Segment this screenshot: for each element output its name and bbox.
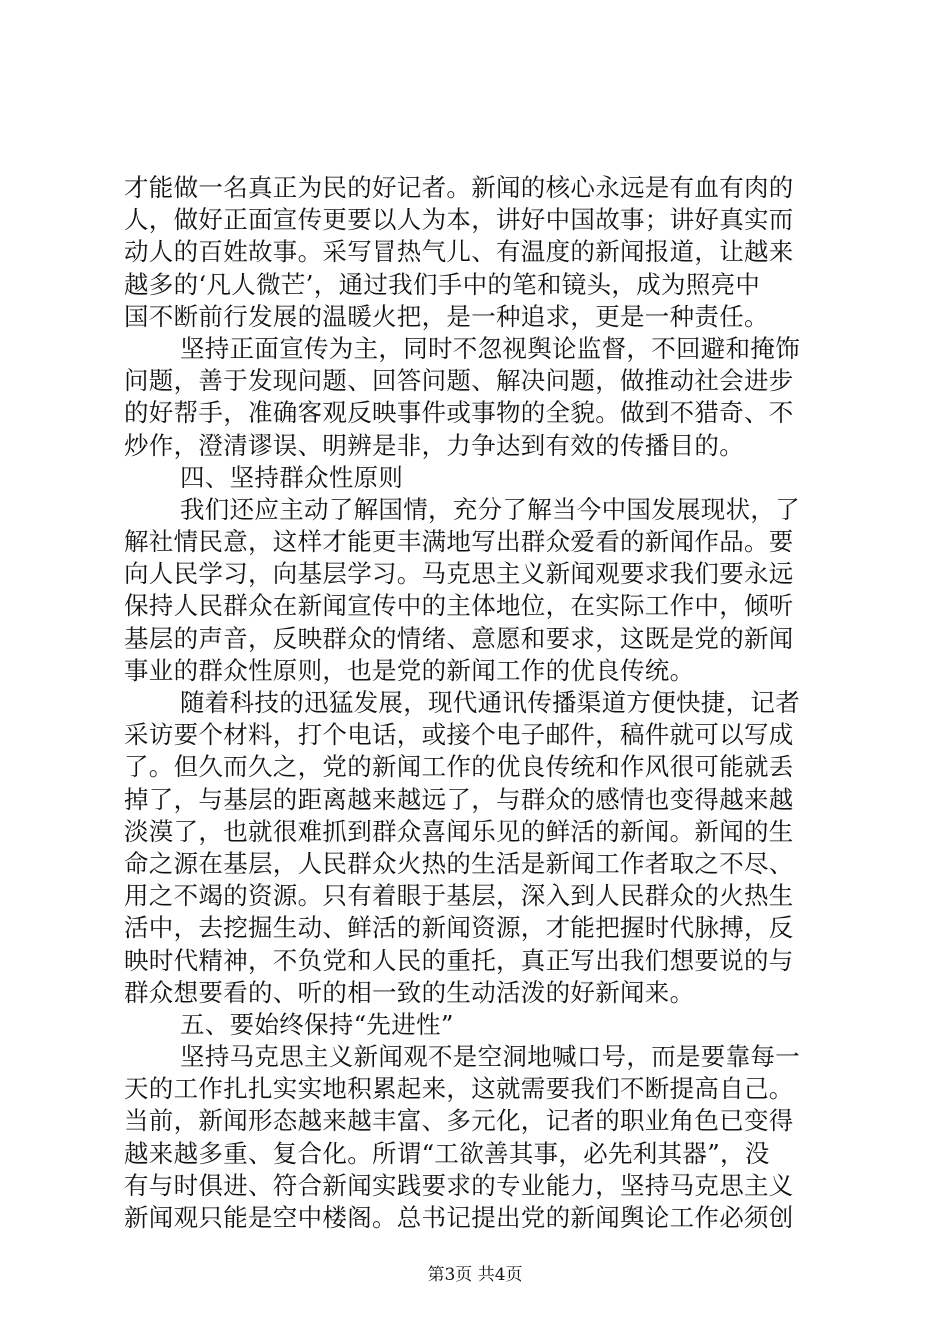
- text-line: 命之源在基层，人民群众火热的生活是新闻工作者取之不尽、: [124, 848, 794, 878]
- text-line: 向人民学习，向基层学习。马克思主义新闻观要求我们要永远: [124, 559, 794, 589]
- text-line: 越多的‘凡人微芒’，通过我们手中的笔和镜头，成为照亮中: [124, 269, 761, 299]
- text-line: 新闻观只能是空中楼阁。总书记提出党的新闻舆论工作必须创: [124, 1203, 794, 1232]
- text-line: 炒作，澄清谬误、明辨是非，力争达到有效的传播目的。: [124, 430, 744, 460]
- text-line: 活中，去挖掘生动、鲜活的新闻资源，才能把握时代脉搏，反: [124, 913, 794, 943]
- text-line: 天的工作扎扎实实地积累起来，这就需要我们不断提高自己。: [124, 1074, 794, 1104]
- section-heading: 四、坚持群众性原则: [180, 462, 404, 492]
- text-line: 基层的声音，反映群众的情绪、意愿和要求，这既是党的新闻: [124, 623, 794, 653]
- text-line: 用之不竭的资源。只有着眼于基层，深入到人民群众的火热生: [124, 881, 794, 911]
- section-heading: 五、要始终保持“先进性”: [180, 1009, 454, 1039]
- text-line: 群众想要看的、听的相一致的生动活泼的好新闻来。: [124, 977, 695, 1007]
- text-line: 保持人民群众在新闻宣传中的主体地位，在实际工作中，倾听: [124, 591, 794, 621]
- paragraph-first-line: 随着科技的迅猛发展，现代通讯传播渠道方便快捷，记者: [180, 688, 800, 717]
- text-line: 淡漠了，也就很难抓到群众喜闻乐见的鲜活的新闻。新闻的生: [124, 816, 794, 846]
- paragraph-first-line: 坚持正面宣传为主，同时不忽视舆论监督，不回避和掩饰: [180, 333, 800, 363]
- text-line: 动人的百姓故事。采写冒热气儿、有温度的新闻报道，让越来: [124, 237, 794, 267]
- text-line: 映时代精神，不负党和人民的重托，真正写出我们想要说的与: [124, 945, 794, 975]
- text-line: 国不断前行发展的温暖火把，是一种追求，更是一种责任。: [124, 301, 769, 331]
- text-line: 解社情民意，这样才能更丰满地写出群众爱看的新闻作品。要: [124, 527, 794, 557]
- text-line: 采访要个材料，打个电话，或接个电子邮件，稿件就可以写成: [124, 720, 794, 750]
- paragraph-first-line: 坚持马克思主义新闻观不是空洞地喊口号，而是要靠每一: [180, 1042, 800, 1072]
- text-line: 掉了，与基层的距离越来越远了，与群众的感情也变得越来越: [124, 784, 794, 814]
- document-body: [124, 172, 830, 1234]
- page-number-footer: 第3页 共4页: [427, 1265, 523, 1285]
- text-line: 了。但久而久之，党的新闻工作的优良传统和作风很可能就丢: [124, 752, 794, 782]
- text-line: 事业的群众性原则，也是党的新闻工作的优良传统。: [124, 655, 695, 685]
- text-line: 人，做好正面宣传更要以人为本，讲好中国故事；讲好真实而: [124, 205, 794, 235]
- text-line: 的好帮手，准确客观反映事件或事物的全貌。做到不猎奇、不: [124, 398, 794, 428]
- text-line: 才能做一名真正为民的好记者。新闻的核心永远是有血有肉的: [124, 173, 794, 202]
- text-line: 有与时俱进、符合新闻实践要求的专业能力，坚持马克思主义: [124, 1170, 794, 1200]
- text-line: 当前，新闻形态越来越丰富、多元化，记者的职业角色已变得: [124, 1106, 794, 1136]
- text-line: 问题，善于发现问题、回答问题、解决问题，做推动社会进步: [124, 366, 794, 396]
- text-line: 越来越多重、复合化。所谓“工欲善其事，必先利其器”，没: [124, 1138, 770, 1168]
- paragraph-first-line: 我们还应主动了解国情，充分了解当今中国发展现状，了: [180, 494, 800, 524]
